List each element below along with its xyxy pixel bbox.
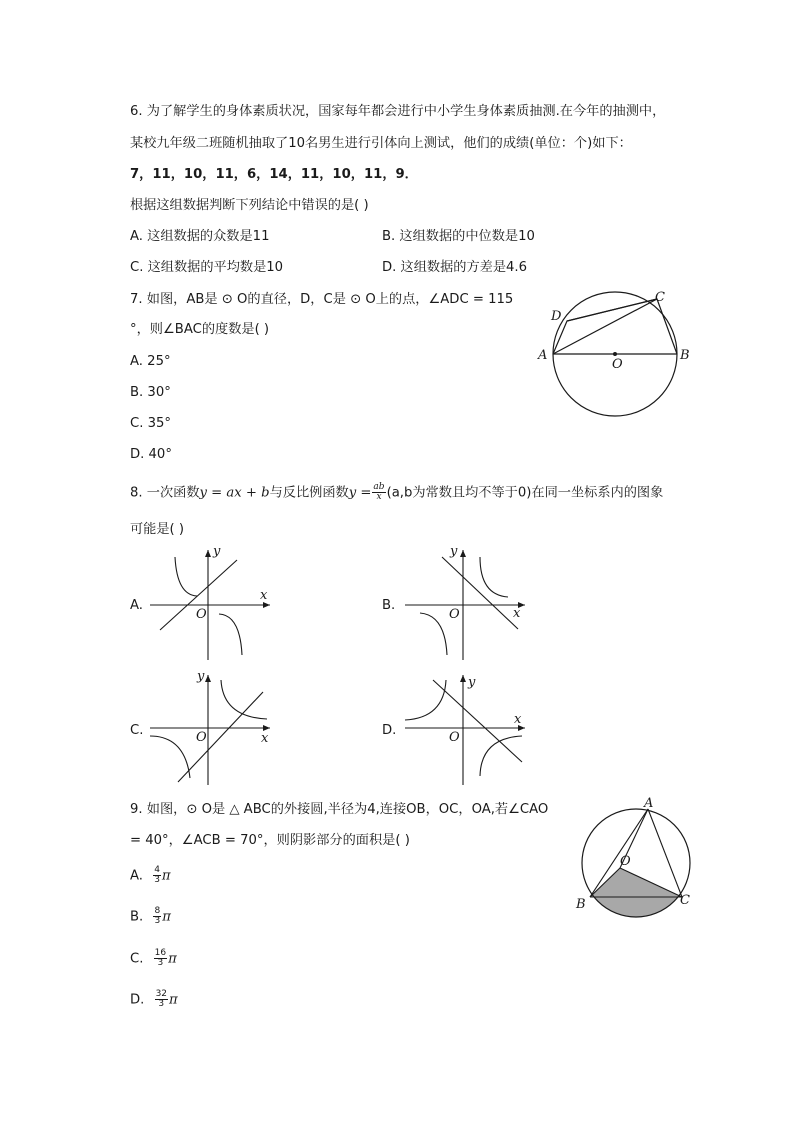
q7-stem-line2: °，则∠BAC的度数是( ) — [130, 322, 270, 337]
q7-label-b: B — [680, 348, 690, 363]
q9-label-a: A — [644, 796, 654, 811]
q6-stem-line2: 某校九年级二班随机抽取了10名男生进行引体向上测试，他们的成绩(单位：个)如下： — [130, 136, 632, 151]
q8-option-a-label[interactable]: A. — [130, 598, 143, 613]
q8-inverse-function: y = — [348, 485, 372, 501]
q8-stem-mid: 与反比例函数 — [269, 485, 349, 501]
q9-option-d-label: D. — [130, 992, 145, 1008]
q7-circle-figure — [535, 285, 695, 425]
q9-label-b: B — [576, 897, 586, 912]
q8-linear-function: y = ax + b — [199, 485, 270, 501]
q8-stem-line2: 可能是( ) — [130, 522, 185, 537]
q7-chord-ac — [553, 299, 657, 354]
q9-stem-line1: 9. 如图，⊙ O是 △ ABC的外接圆,半径为4,连接OB，OC，OA,若∠CAO — [130, 802, 549, 817]
svg-text:O: O — [196, 607, 207, 622]
q8-fraction-den: x — [376, 492, 382, 502]
q7-option-a[interactable]: A. 25° — [130, 354, 171, 369]
q9-option-a[interactable]: A. $\frac{4}{3}$ π — [130, 865, 171, 885]
q8-graph-d[interactable] — [400, 670, 530, 790]
svg-text:y: y — [197, 669, 205, 684]
svg-text:x: x — [260, 588, 268, 603]
q9-option-b-fraction: $\frac{8}{3}$ — [154, 906, 161, 926]
svg-text:x: x — [261, 731, 269, 746]
q7-option-b[interactable]: B. 30° — [130, 385, 171, 400]
q6-stem-line1: 6. 为了解学生的身体素质状况，国家每年都会进行中小学生身体素质抽测.在今年的抽测中， — [130, 104, 666, 119]
q6-data-values: 7，11，10，11，6，14，11，10，11，9． — [130, 167, 418, 182]
q7-label-a: A — [538, 348, 548, 363]
q9-option-c-fraction: $\frac{16}{3}$ — [154, 948, 167, 968]
svg-text:x: x — [513, 606, 521, 621]
svg-text:y: y — [213, 544, 221, 559]
q8-graph-c[interactable] — [145, 670, 275, 790]
q6-option-a[interactable]: A. 这组数据的众数是11 — [130, 229, 270, 244]
q7-chords — [553, 299, 677, 354]
q6-option-c[interactable]: C. 这组数据的平均数是10 — [130, 260, 284, 275]
q9-stem-line2: = 40°，∠ACB = 70°，则阴影部分的面积是( ) — [130, 833, 410, 848]
q8-option-c-label[interactable]: C. — [130, 723, 144, 738]
q8-graph-b[interactable] — [400, 545, 530, 665]
q8-option-d-label[interactable]: D. — [382, 723, 397, 738]
q9-option-b[interactable]: B. $\frac{8}{3}$ π — [130, 906, 171, 926]
q8-stem-post: (a,b为常数且均不等于0)在同一坐标系内的图象 — [386, 485, 664, 501]
q8-stem-pre: 8. 一次函数 — [130, 485, 200, 501]
q7-label-d: D — [551, 309, 562, 324]
q9-label-o: O — [620, 854, 631, 869]
q9-option-c[interactable]: C. $\frac{16}{3}$ π — [130, 948, 177, 968]
q9-circle-figure — [570, 795, 700, 930]
svg-text:y: y — [468, 675, 476, 690]
q9-option-d-fraction: $\frac{32}{3}$ — [155, 989, 168, 1009]
svg-text:x: x — [514, 712, 522, 727]
q7-option-c[interactable]: C. 35° — [130, 416, 171, 431]
q6-option-b[interactable]: B. 这组数据的中位数是10 — [382, 229, 535, 244]
q9-option-c-label: C. — [130, 951, 144, 967]
q9-option-a-fraction: $\frac{4}{3}$ — [154, 865, 160, 885]
q9-option-d[interactable]: D. $\frac{32}{3}$ π — [130, 989, 178, 1009]
q8-fraction — [372, 483, 385, 502]
q8-fraction-num: ab — [373, 482, 385, 492]
q6-question: 根据这组数据判断下列结论中错误的是( ) — [130, 198, 369, 213]
q9-option-a-label: A. — [130, 868, 143, 884]
q9-shaded-triangle — [590, 868, 682, 897]
svg-text:y: y — [450, 544, 458, 559]
q6-option-d[interactable]: D. 这组数据的方差是4.6 — [382, 260, 528, 275]
q8-graph-a[interactable] — [145, 545, 275, 665]
q7-center-dot — [613, 352, 617, 356]
q7-label-o: O — [612, 357, 623, 372]
q8-option-b-label[interactable]: B. — [382, 598, 396, 613]
q9-label-c: C — [680, 893, 690, 908]
svg-text:O: O — [449, 607, 460, 622]
q8-stem-line1 — [130, 483, 663, 503]
q7-stem-line1: 7. 如图，AB是 ⊙ O的直径，D，C是 ⊙ O上的点，∠ADC = 115 — [130, 292, 514, 307]
q9-option-b-label: B. — [130, 909, 144, 925]
svg-text:O: O — [449, 730, 460, 745]
svg-text:O: O — [196, 730, 207, 745]
q7-label-c: C — [655, 290, 665, 305]
q7-option-d[interactable]: D. 40° — [130, 447, 172, 462]
